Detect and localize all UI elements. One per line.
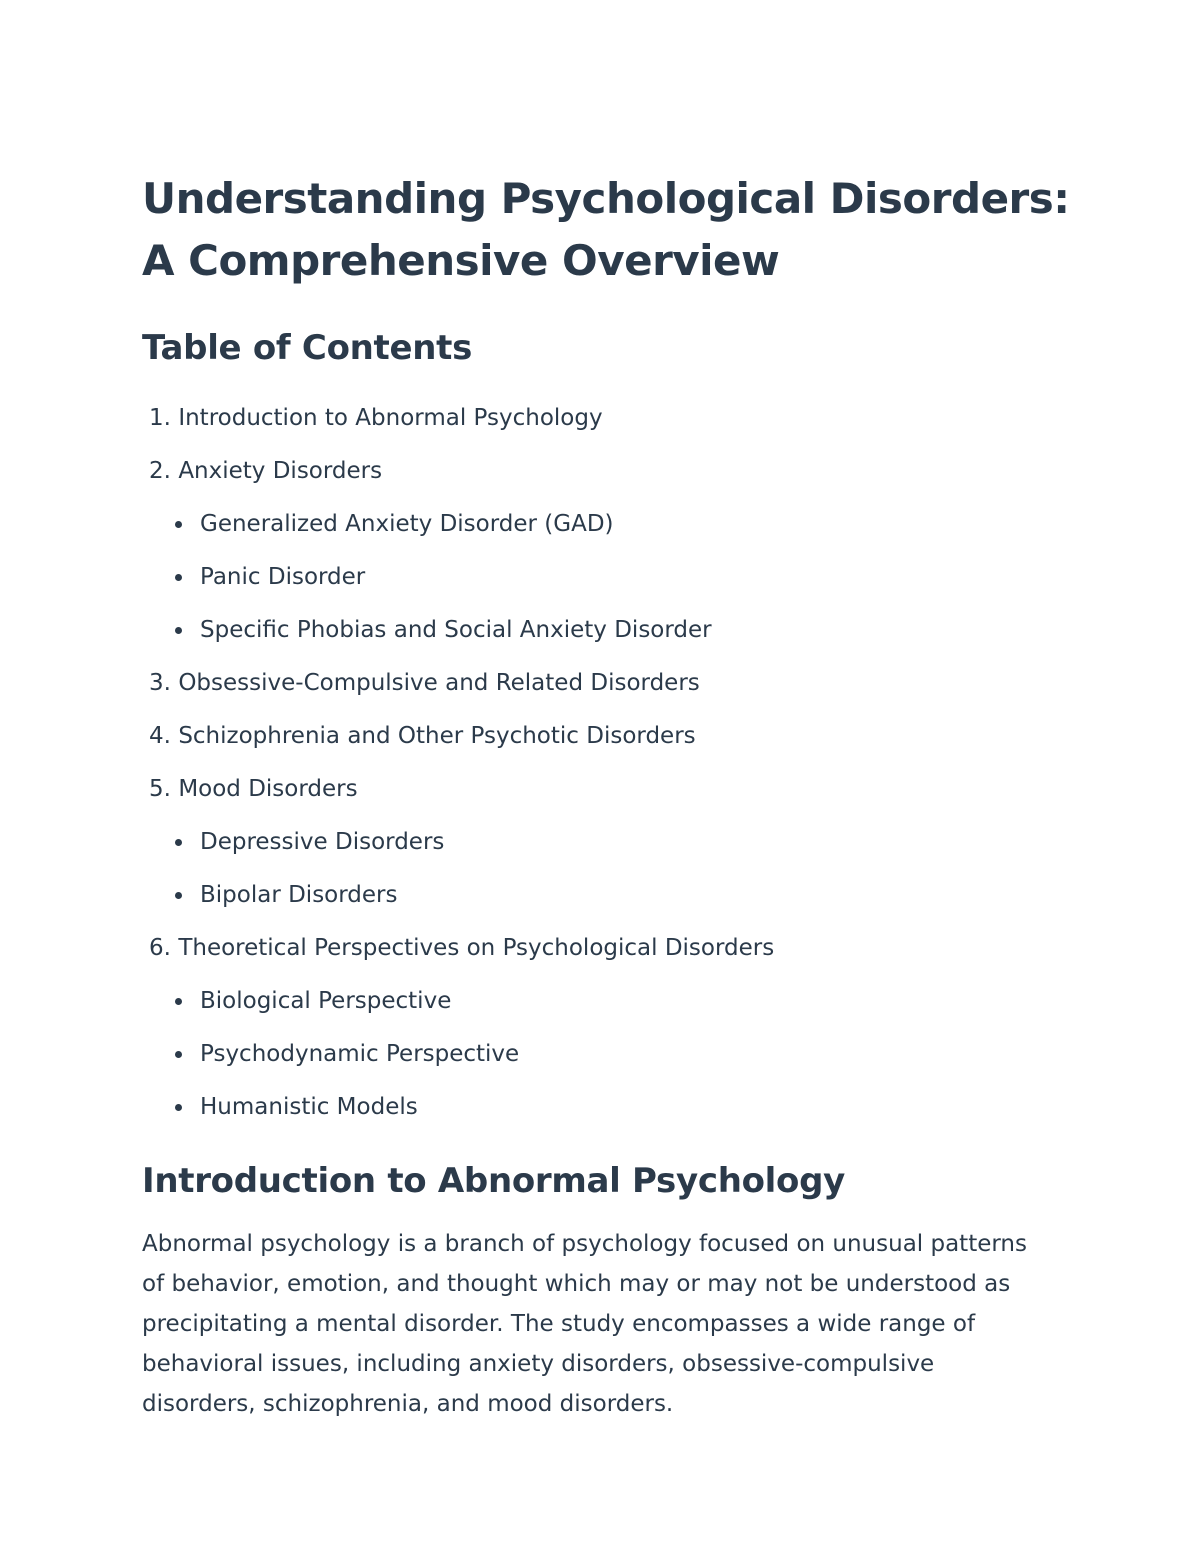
toc-subitem[interactable] <box>142 816 1072 869</box>
toc-item-number: 4. <box>149 723 171 749</box>
bullet-icon <box>175 839 182 846</box>
toc-item-number: 2. <box>149 458 171 484</box>
toc-subitem[interactable] <box>142 975 1072 1028</box>
toc-item-label: Mood Disorders <box>178 776 358 802</box>
toc-item[interactable] <box>142 710 1072 763</box>
intro-paragraph: Abnormal psychology is a branch of psychology focused on unusual patterns of behavior, emotion, and thought which may or may not be understood as precipitating a mental disorder. The study encompasses a wide range of behavioral issues, including anxiety disorders, obsessive-compulsive disorders, schizophrenia, and mood disorders. <box>142 1231 1027 1417</box>
toc-subitem[interactable] <box>142 604 1072 657</box>
toc-item-number: 5. <box>149 776 171 802</box>
bullet-icon <box>175 521 182 528</box>
toc-subitem-label: Depressive Disorders <box>200 829 445 855</box>
toc-subitem[interactable] <box>142 1028 1072 1081</box>
toc-subitem-label: Biological Perspective <box>200 988 452 1014</box>
toc-subitem-label: Generalized Anxiety Disorder (GAD) <box>200 511 614 537</box>
bullet-icon <box>175 574 182 581</box>
toc-item-label: Introduction to Abnormal Psychology <box>178 405 603 431</box>
toc-item-number: 3. <box>149 670 171 696</box>
toc-item-number: 1. <box>149 405 171 431</box>
document-title <box>142 168 1072 292</box>
toc-subitem[interactable] <box>142 551 1072 604</box>
toc-subitem[interactable] <box>142 498 1072 551</box>
toc-subitem-label: Panic Disorder <box>200 564 366 590</box>
toc-heading: Table of Contents <box>142 328 473 368</box>
bullet-icon <box>175 1051 182 1058</box>
bullet-icon <box>175 1104 182 1111</box>
document-page <box>142 168 1072 1424</box>
intro-heading: Introduction to Abnormal Psychology <box>142 1161 845 1201</box>
toc-subitem[interactable] <box>142 1081 1072 1134</box>
toc-subitem-label: Humanistic Models <box>200 1094 418 1120</box>
toc-item[interactable] <box>142 657 1072 710</box>
toc-item[interactable] <box>142 445 1072 498</box>
table-of-contents <box>142 392 1072 1134</box>
toc-item-label: Schizophrenia and Other Psychotic Disorders <box>178 723 696 749</box>
toc-item-label: Anxiety Disorders <box>178 458 383 484</box>
toc-item[interactable] <box>142 763 1072 816</box>
toc-item-label: Obsessive-Compulsive and Related Disorders <box>178 670 700 696</box>
toc-item[interactable] <box>142 392 1072 445</box>
toc-subitem-label: Bipolar Disorders <box>200 882 398 908</box>
bullet-icon <box>175 998 182 1005</box>
document-title-line-2: A Comprehensive Overview <box>142 236 780 285</box>
toc-item-label: Theoretical Perspectives on Psychological Disorders <box>178 935 775 961</box>
toc-subitem[interactable] <box>142 869 1072 922</box>
toc-subitem-label: Psychodynamic Perspective <box>200 1041 520 1067</box>
toc-item[interactable] <box>142 922 1072 975</box>
toc-item-number: 6. <box>149 935 171 961</box>
document-title-line-1: Understanding Psychological Disorders: <box>142 174 1070 223</box>
bullet-icon <box>175 892 182 899</box>
bullet-icon <box>175 627 182 634</box>
toc-subitem-label: Specific Phobias and Social Anxiety Disorder <box>200 617 712 643</box>
